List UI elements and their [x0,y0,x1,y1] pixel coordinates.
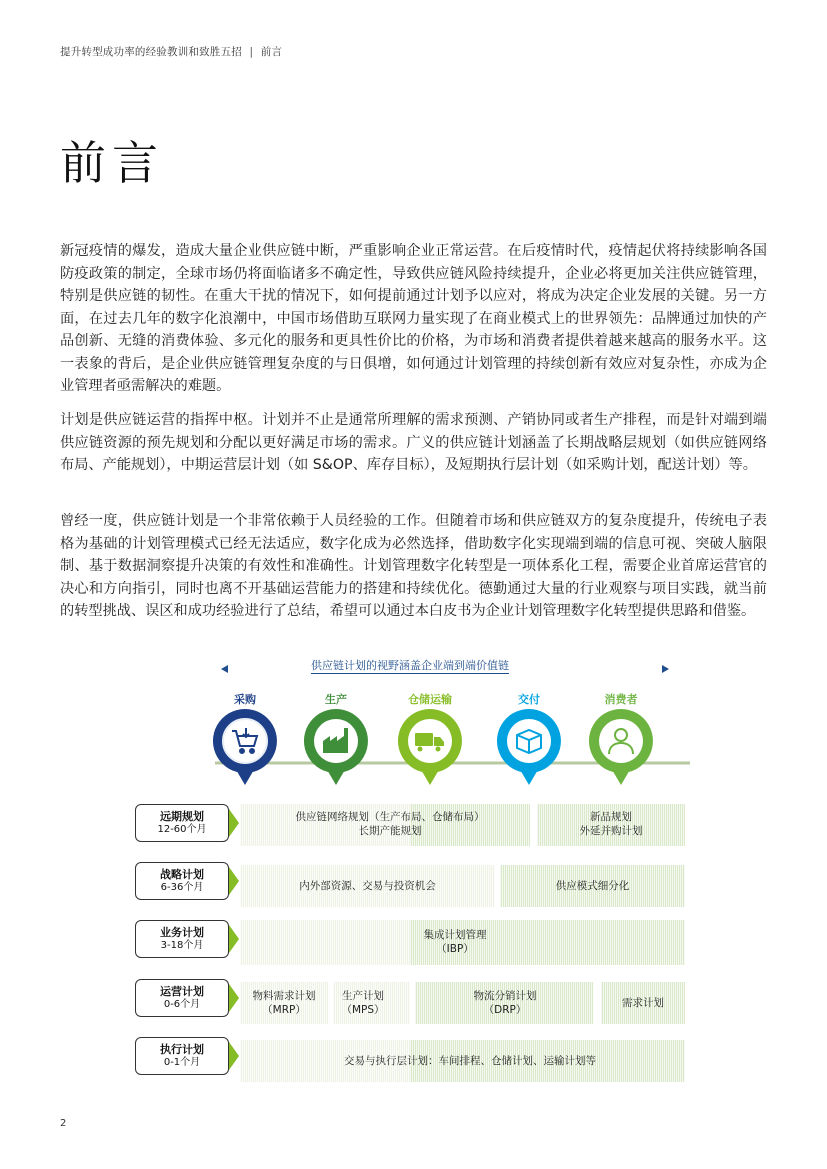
tier-strategic [135,862,229,900]
cell-ibp [380,928,530,956]
cell-line: （IBP） [436,943,474,955]
page-title: 前言 [60,136,164,190]
page-number: 2 [60,1118,67,1129]
tier-operational [135,979,229,1017]
cell-line: （MRP） [262,1004,306,1016]
tier-arrow-3 [229,925,239,953]
stage-label-warehousing: 仓储运输 [408,693,452,706]
tier-name: 战略计划 [160,868,204,881]
tier-arrow-2 [229,867,239,895]
cell-line: 物流分销计划 [473,990,537,1002]
cell-line: 长期产能规划 [358,825,422,837]
tier-name: 运营计划 [160,985,204,998]
stage-label-consumer: 消费者 [604,693,638,706]
header-separator: | [249,46,254,58]
tier-arrow-1 [229,809,239,837]
cell-network-planning [255,810,525,838]
paragraph-2: 计划是供应链运营的指挥中枢。计划并不止是通常所理解的需求预测、产销协同或者生产排程，而是针对端到端供应链资源的预先规划和分配以更好满足市场的需求。广义的供应链计划涵盖了长期战略层规划（如供应链网络布局、产能规划），中期运营层计划（如 S&OP、库存目标），及短期执行层计划（如采购计划，配送计划）等。 [60,412,767,473]
tier-period: 0-6个月 [163,999,201,1010]
cell-line: 新品规划 [590,811,632,823]
cell-resources-opportunities: 内外部资源、交易与投资机会 [299,880,436,892]
tier-period: 12-60个月 [157,824,207,835]
cell-mrp [240,989,328,1017]
tier-period: 0-1个月 [163,1057,201,1068]
paragraph-1: 新冠疫情的爆发，造成大量企业供应链中断，严重影响企业正常运营。在后疫情时代，疫情起伏将持续影响各国防疫政策的制定，全球市场仍将面临诸多不确定性，导致供应链风险持续提升，企业必将更加关注供应链管理，特别是供应链的韧性。在重大干扰的情况下，如何提前通过计划予以应对，将成为决定企业发展的关键。另一方面，在过去几年的数字化浪潮中，中国市场借助互联网力量实现了在商业模式上的世界领先：品牌通过加快的产品创新、无缝的消费体验、多元化的服务和更具性价比的价格，为市场和消费者提供着越来越高的服务水平。这一表象的背后，是企业供应链管理复杂度的与日俱增，如何通过计划管理的持续创新有效应对复杂性，亦成为企业管理者亟需解决的难题。 [60,243,767,394]
tier-arrow-4 [229,984,239,1012]
cell-mps [323,989,403,1017]
tier-execution [135,1037,229,1075]
paragraph-3: 曾经一度，供应链计划是一个非常依赖于人员经验的工作。但随着市场和供应链双方的复杂度提升，传统电子表格为基础的计划管理模式已经无法适应，数字化成为必然选择，借助数字化实现端到端的信息可视、突破人脑限制、基于数据洞察提升决策的有效性和准确性。计划管理数字化转型是一项体系化工程，需要企业首席运营官的决心和方向指引，同时也离不开基础运营能力的搭建和持续优化。德勤通过大量的行业观察与项目实践，就当前的转型挑战、误区和成功经验进行了总结，希望可以通过本白皮书为企业计划管理数字化转型提供思路和借鉴。 [60,513,767,619]
cell-execution-planning: 交易与执行层计划：车间排程、仓储计划、运输计划等 [344,1055,596,1067]
stage-label-production: 生产 [325,693,347,706]
cell-line: 集成计划管理 [423,929,487,941]
tier-business [135,920,229,958]
cell-line: 物料需求计划 [252,990,316,1002]
cell-line: 生产计划 [342,990,384,1002]
stage-pin-warehousing [398,709,462,785]
stage-label-delivery: 交付 [518,693,540,706]
tier-long-range [135,804,229,842]
tier-name: 业务计划 [160,926,204,939]
stage-label-procurement: 采购 [234,693,256,706]
running-header [60,44,282,59]
value-chain-caption: 供应链计划的视野涵盖企业端到端价值链 [311,659,509,672]
cell-demand-planning: 需求计划 [622,997,664,1009]
cell-supply-mode-segmentation: 供应模式细分化 [555,880,630,892]
cell-new-product-planning [537,810,685,838]
tier-period: 6-36个月 [160,882,204,893]
tier-name: 远期规划 [160,810,204,823]
tier-arrow-5 [229,1042,239,1070]
cell-line: （MPS） [341,1004,385,1016]
cell-line: 外延并购计划 [579,825,643,837]
supply-chain-planning-diagram [135,655,695,1095]
stage-pin-consumer [589,709,653,785]
header-doc-title: 提升转型成功率的经验教训和致胜五招 [60,46,242,58]
cell-line: 供应链网络规划（生产布局、仓储布局） [295,811,485,823]
header-section: 前言 [260,46,283,58]
tier-period: 3-18个月 [160,940,204,951]
cell-drp [435,989,575,1017]
tier-name: 执行计划 [160,1043,204,1056]
cell-line: （DRP） [483,1004,527,1016]
